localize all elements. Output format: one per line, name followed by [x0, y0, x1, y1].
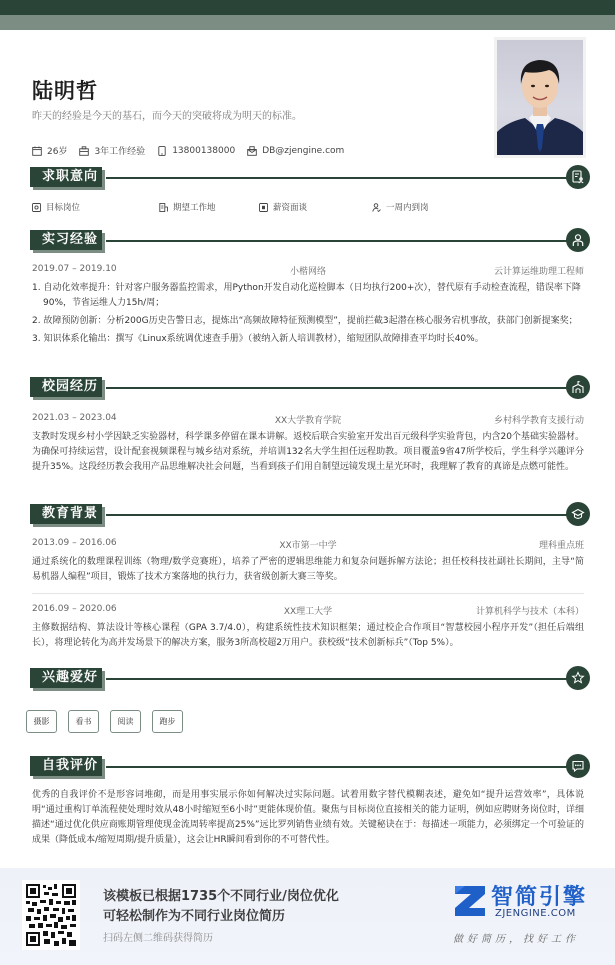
internship-date: 2019.07 – 2019.10: [32, 264, 117, 274]
portrait-illustration: [497, 40, 583, 155]
contact-age: [32, 144, 67, 157]
promo-instruction: 扫码左侧二维码获得简历: [103, 933, 213, 944]
hobby-tags: [26, 710, 194, 733]
section-header-intent: [30, 167, 590, 193]
section-title-hobbies: 兴趣爱好: [30, 668, 102, 688]
profile-photo: [497, 40, 583, 155]
mail-icon: [247, 146, 257, 156]
campus-entry-header: [32, 413, 584, 427]
hobby-tag: 摄影: [26, 710, 57, 733]
promo-headline: 该模板已根据1735个不同行业/岗位优化: [103, 889, 339, 904]
candidate-name: 陆明哲: [32, 79, 98, 103]
section-divider: [106, 678, 576, 680]
internship-bullet: 3. 知识体系化输出：撰写《Linux系统调优速查手册》（被纳入新人培训教材），缩短团队故障排查平均时长40%。: [32, 334, 484, 344]
section-badge-campus: [566, 375, 590, 399]
brand-name-cn: 智简引擎: [491, 885, 588, 910]
section-title-self-evaluation: 自我评价: [30, 756, 102, 776]
education-class: 理科重点班: [538, 541, 584, 551]
promo-footer: [0, 868, 615, 965]
brand-domain: ZJENGINE.COM: [495, 908, 576, 919]
candidate-motto: 昨天的经验是今天的基石，而今天的突破将成为明天的标准。: [32, 111, 302, 122]
internship-bullet: 2. 故障预防创新：分析200G历史告警日志，提炼出“高频故障特征预测模型”，提前拦截3起潜在核心服务宕机事故，获部门创新提案奖；: [32, 316, 578, 326]
hobby-tag: 看书: [68, 710, 99, 733]
campus-organization: XX大学教育学院: [274, 416, 342, 426]
chat-bubble-icon: [571, 759, 585, 773]
section-badge-self-evaluation: [566, 754, 590, 778]
hobby-tag: 阅读: [110, 710, 141, 733]
internship-company: 小楷网络: [289, 267, 326, 277]
internship-role: 云计算运维助理工程师: [493, 267, 584, 277]
promo-subheadline: 可轻松制作为不同行业岗位简历: [103, 909, 286, 924]
section-title-intent: 求职意向: [30, 167, 102, 187]
intent-target-position: [32, 201, 159, 213]
email-text: DB@zjengine.com: [262, 145, 345, 156]
section-header-hobbies: [30, 668, 590, 694]
contact-experience: [79, 144, 145, 157]
intent-salary-text: 薪资面谈: [273, 203, 308, 213]
intent-availability: [372, 201, 429, 213]
self-evaluation-text: 优秀的自我评价不是形容词堆砌，而是用事实展示你如何解决过实际问题。试着用数字替代模糊表述，避免如“提升运营效率”，具体说明“通过重构订单流程使处理时效从48小时缩短至6小时”更能体现价值。聚焦与目标岗位直接相关的能力证明，例如应聘财务岗位时，详细描述“通过优化供应商账期管理使现金流周转率提高25%”远比罗列销售业绩有效。关键秘诀在于：每描述一项能力，必须绑定一个可验证的成果（降低成本/缩短周期/提升质量），这会让HR瞬间看到你的不可替代性。: [32, 790, 584, 845]
section-divider: [106, 514, 576, 516]
contact-info: [32, 144, 356, 157]
education-entry-header: [32, 538, 584, 552]
campus-date: 2021.03 – 2023.04: [32, 413, 117, 423]
internship-entry-header: [32, 264, 584, 278]
section-header-self-evaluation: [30, 756, 590, 782]
section-title-campus: 校园经历: [30, 377, 102, 397]
internship-bullet: 1. 自动化效率提升：针对客户服务器监控需求，用Python开发自动化巡检脚本（日均执行200+次），替代原有手动检查流程，错误率下降90%，节省运维人力15h/周；: [32, 283, 581, 308]
building-icon: [159, 203, 168, 212]
intent-work-location-text: 期望工作地: [173, 203, 216, 213]
education-entry-header: [32, 604, 584, 618]
person-check-icon: [372, 203, 381, 212]
section-header-education: [30, 504, 590, 530]
campus-description: 支教时发现乡村小学因缺乏实验器材，科学课多停留在课本讲解。返校后联合实验室开发出百元级科学实验背包，内含20个基础实验器材。为确保可持续运营，设计配套视频课程与城乡结对系统，并培训132名大学生担任远程助教。项目覆盖9省47所学校后，学生科学兴趣评分提升35%。这段经历教会我用产品思维解决社会问题，当看到孩子们用自制望远镜发现土星光环时，我理解了教育的真谛是点燃可能性。: [32, 432, 584, 472]
calendar-icon: [32, 146, 42, 156]
section-divider: [106, 387, 576, 389]
phone-text: 13800138000: [172, 145, 236, 156]
qr-code-icon: [26, 884, 76, 946]
brand-z-icon: [453, 884, 487, 918]
brand-slogan: 做好简历，找好工作: [453, 934, 579, 945]
job-intent-row: [32, 201, 512, 213]
education-school: XX理工大学: [283, 607, 333, 617]
intent-work-location: [159, 201, 259, 213]
brand-logo[interactable]: [453, 880, 598, 950]
section-badge-hobbies: [566, 666, 590, 690]
education-date: 2013.09 – 2016.06: [32, 538, 117, 548]
section-title-education: 教育背景: [30, 504, 102, 524]
internship-achievements: [32, 281, 584, 350]
section-divider: [106, 177, 576, 179]
header-band-light: [0, 15, 615, 30]
school-icon: [571, 380, 585, 394]
education-date: 2016.09 – 2020.06: [32, 604, 117, 614]
age-text: 26岁: [47, 147, 68, 157]
qr-code[interactable]: [22, 880, 80, 950]
contact-phone: [157, 146, 235, 156]
resume-user-icon: [571, 170, 585, 184]
graduation-cap-icon: [571, 507, 585, 521]
intent-salary: [259, 201, 372, 213]
intent-availability-text: 一周内到岗: [386, 203, 429, 213]
section-header-campus: [30, 377, 590, 403]
education-school: XX市第一中学: [279, 541, 337, 551]
section-badge-intent: [566, 165, 590, 189]
section-badge-education: [566, 502, 590, 526]
profile-photo-frame: [494, 37, 586, 158]
section-badge-internship: [566, 228, 590, 252]
phone-icon: [157, 146, 167, 156]
education-description: 主修数据结构、算法设计等核心课程（GPA 3.7/4.0），构建系统性技术知识框架；通过校企合作项目“智慧校园小程序开发”（担任后端组长），将理论转化为高并发场景下的解决方案，服务3所高校超2万用户。获校级“技术创新标兵”（Top 5%）。: [32, 623, 584, 648]
section-divider: [106, 240, 576, 242]
star-icon: [571, 671, 585, 685]
section-divider: [106, 766, 576, 768]
experience-text: 3年工作经验: [94, 147, 146, 157]
campus-project: 乡村科学教育支援行动: [493, 416, 584, 426]
education-major: 计算机科学与技术（本科）: [475, 607, 584, 617]
target-icon: [32, 203, 41, 212]
section-title-internship: 实习经验: [30, 230, 102, 250]
entry-divider: [32, 593, 584, 594]
education-description: 通过系统化的数理课程训练（物理/数学竞赛班），培养了严密的逻辑思维能力和复杂问题拆解方法论；担任校科技社副社长期间，主导“简易机器人编程”项目，锻炼了技术方案落地的执行力，获省级创新大赛三等奖。: [32, 557, 584, 582]
section-header-internship: [30, 230, 590, 256]
briefcase-icon: [79, 146, 89, 156]
salary-icon: [259, 203, 268, 212]
intent-target-position-text: 目标岗位: [46, 203, 81, 213]
contact-email: [247, 146, 344, 156]
header-band-dark: [0, 0, 615, 15]
hobby-tag: 跑步: [152, 710, 183, 733]
user-icon: [571, 233, 585, 247]
